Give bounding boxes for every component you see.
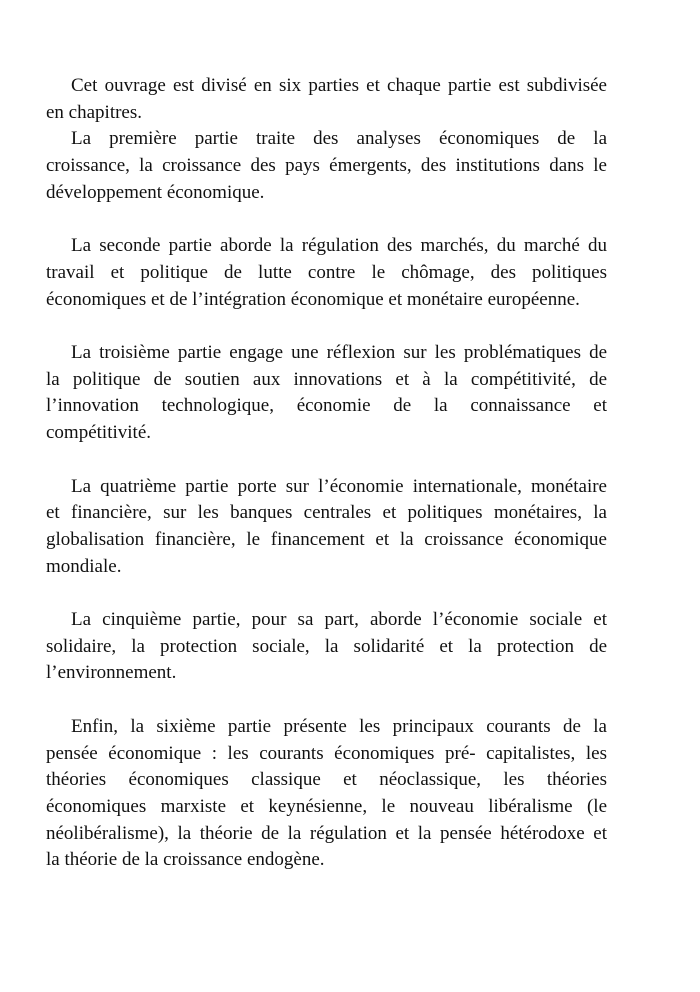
paragraph	[46, 714, 607, 874]
paragraph	[46, 233, 607, 313]
text-line: l’environnement.	[46, 662, 177, 684]
text-line: la politique de soutien aux innovations et à la compétitivité, de	[46, 368, 607, 390]
text-line: globalisation financière, le financement et la croissance économique	[46, 528, 607, 550]
paragraph	[46, 474, 607, 581]
paragraph	[46, 126, 607, 206]
text-line: économiques et de l’intégration économique et monétaire européenne.	[46, 288, 580, 310]
text-line: La cinquième partie, pour sa part, aborde l’économie sociale et	[71, 609, 607, 630]
text-line: compétitivité.	[46, 422, 152, 444]
text-line: croissance, la croissance des pays émergents, des institutions dans le	[46, 155, 607, 177]
text-line: La première partie traite des analyses économiques de la	[71, 128, 607, 150]
text-line: la théorie de la croissance endogène.	[46, 849, 325, 871]
text-line: néolibéralisme), la théorie de la régulation et la pensée hétérodoxe et	[46, 822, 607, 844]
text-line: et financière, sur les banques centrales et politiques monétaires, la	[46, 502, 607, 524]
text-line: en chapitres.	[46, 101, 143, 123]
text-line: mondiale.	[46, 555, 122, 577]
text-line: Cet ouvrage est divisé en six parties et chaque partie est subdivisée	[71, 75, 607, 96]
text-line: travail et politique de lutte contre le chômage, des politiques	[46, 261, 607, 283]
text-line: Enfin, la sixième partie présente les principaux courants de la	[71, 715, 607, 737]
text-line: La seconde partie aborde la régulation des marchés, du marché du	[71, 235, 607, 257]
text-line: l’innovation technologique, économie de la connaissance et	[46, 395, 607, 417]
text-line: La quatrième partie porte sur l’économie internationale, monétaire	[71, 475, 607, 497]
text-line: théories économiques classique et néoclassique, les théories	[46, 769, 607, 791]
text-line: développement économique.	[46, 181, 265, 203]
text-line: pensée économique : les courants économiques pré- capitalistes, les	[46, 742, 607, 764]
text-line: solidaire, la protection sociale, la solidarité et la protection de	[46, 635, 607, 657]
text-line: économiques marxiste et keynésienne, le nouveau libéralisme (le	[46, 795, 607, 817]
document-page	[46, 73, 607, 901]
text-line: La troisième partie engage une réflexion sur les problématiques de	[71, 342, 607, 363]
paragraph	[46, 73, 607, 126]
paragraph	[46, 340, 607, 447]
paragraph	[46, 607, 607, 687]
